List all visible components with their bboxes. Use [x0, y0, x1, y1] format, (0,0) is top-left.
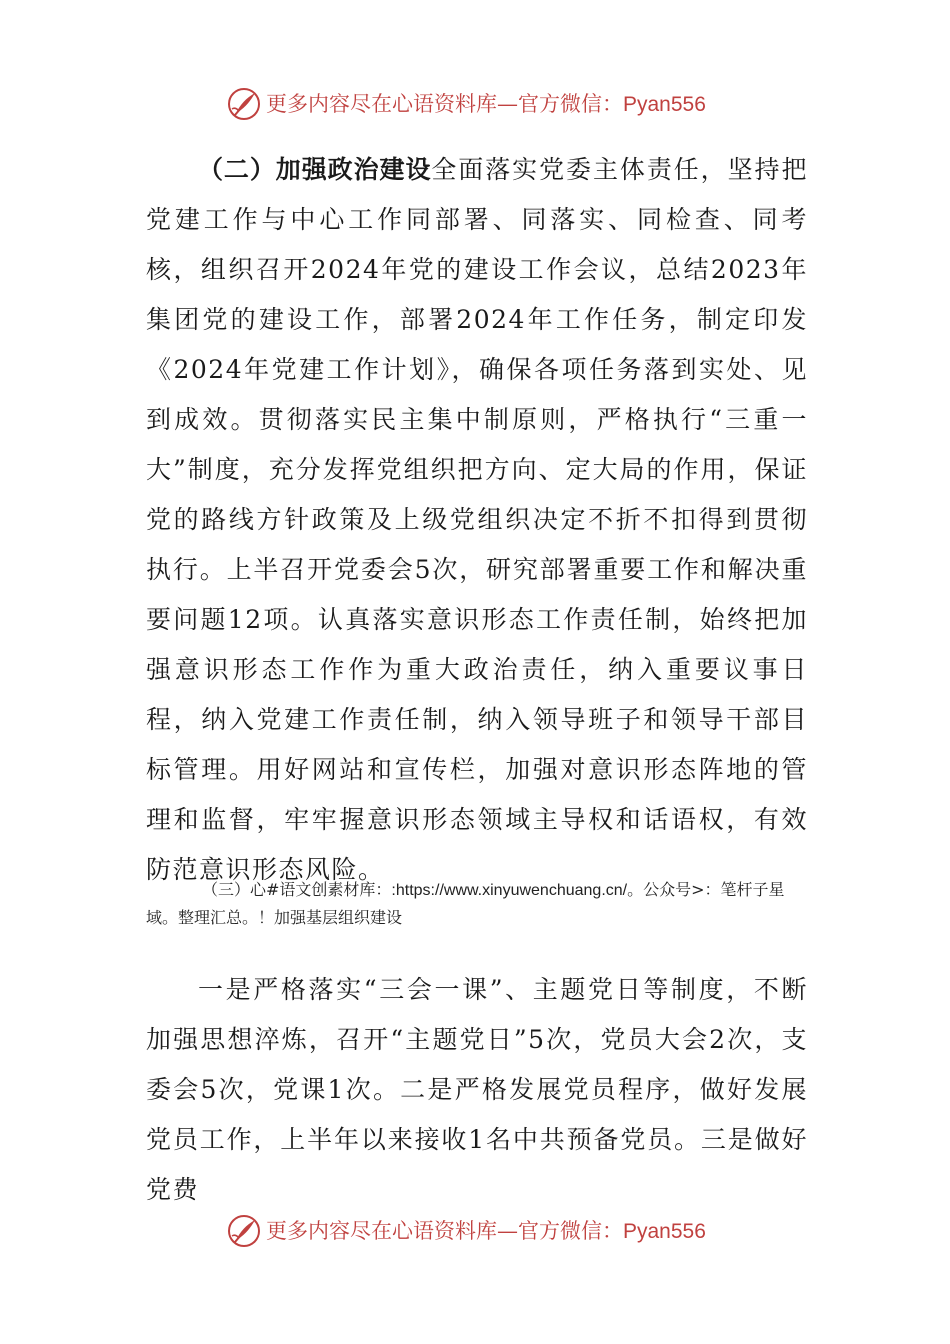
banner-text-cn: 更多内容尽在心语资料库—官方微信：	[266, 92, 623, 116]
note-url: :https://www.xinyuwenchuang.cn/	[391, 882, 628, 899]
section-body: 一是严格落实“三会一课”、主题党日等制度，不断加强思想淬炼，召开“主题党日”5次，党员大会2次，支委会5次，党课1次。二是严格发展党员程序，做好发展党员工作，上半年以来接收1名中共预备党员。三是做好党费	[146, 975, 809, 1204]
source-note	[146, 876, 816, 931]
note-prefix: （三）心#语文创素材库：	[202, 880, 392, 899]
banner-text-cn: 更多内容尽在心语资料库—官方微信：	[266, 1219, 623, 1243]
footer-banner-text	[266, 1217, 706, 1246]
quill-logo-icon	[227, 1214, 261, 1248]
note-suffix: 。公众号>：笔杆子星域。整理汇总。！加强基层组织建设	[146, 880, 785, 927]
header-banner	[0, 84, 950, 124]
section-heading: （二）加强政治建设	[198, 155, 432, 184]
wechat-id: Pyan556	[623, 93, 706, 116]
quill-logo-icon	[227, 87, 261, 121]
section-political-building	[146, 145, 808, 895]
header-banner-text	[266, 90, 706, 119]
wechat-id: Pyan556	[623, 1220, 706, 1243]
section-grassroots-body	[146, 965, 808, 1215]
footer-banner	[0, 1211, 950, 1251]
section-body: 全面落实党委主体责任，坚持把党建工作与中心工作同部署、同落实、同检查、同考核，组织召开2024年党的建设工作会议，总结2023年集团党的建设工作，部署2024年工作任务，制定印发《2024年党建工作计划》，确保各项任务落到实处、见到成效。贯彻落实民主集中制原则，严格执行“三重一大”制度，充分发挥党组织把方向、定大局的作用，保证党的路线方针政策及上级党组织决定不折不扣得到贯彻执行。上半召开党委会5次，研究部署重要工作和解决重要问题12项。认真落实意识形态工作责任制，始终把加强意识形态工作作为重大政治责任，纳入重要议事日程，纳入党建工作责任制，纳入领导班子和领导干部目标管理。用好网站和宣传栏，加强对意识形态阵地的管理和监督，牢牢握意识形态领域主导权和话语权，有效防范意识形态风险。	[146, 155, 808, 884]
